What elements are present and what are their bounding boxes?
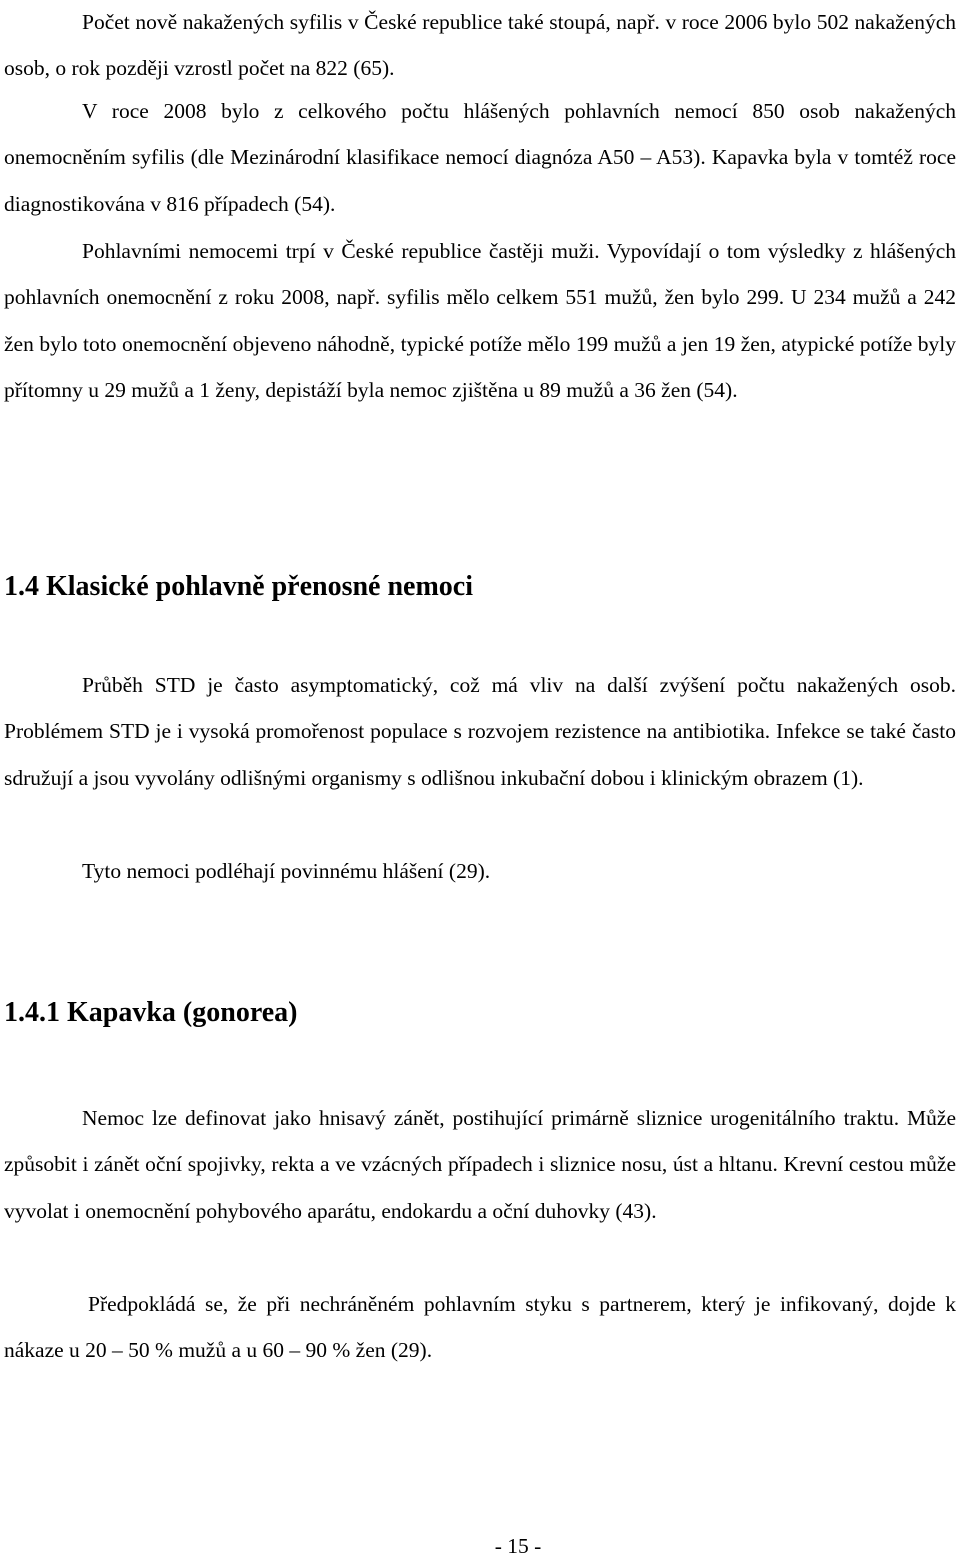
paragraph-mandatory-reporting: Tyto nemoci podléhají povinnému hlášení (29). [82, 859, 491, 883]
paragraph-std-course: Průběh STD je často asymptomatický, což má vliv na další zvýšení počtu nakažených osob. Problémem STD je i vysoká promořenost populace s rozvojem rezistence na antibiotika. Infekce se také často sdružují a jsou vyvolány odlišnými organismy s odlišnou inkubační dobou i klinickým obrazem (1). [4, 673, 956, 790]
section-heading-classic-std: 1.4 Klasické pohlavně přenosné nemoci [4, 571, 474, 602]
paragraph-gonorrhea-definition: Nemoc lze definovat jako hnisavý zánět, postihující primárně sliznice urogenitálního traktu. Může způsobit i zánět oční spojivky, rekta a ve vzácných případech i sliznice nosu, úst a hltanu. Krevní cestou může vyvolat i onemocnění pohybového aparátu, endokardu a oční duhovky (43). [4, 1106, 956, 1223]
paragraph-transmission-risk: Předpokládá se, že při nechráněném pohlavním styku s partnerem, který je infikovaný, dojde k nákaze u 20 – 50 % mužů a u 60 – 90 % žen (29). [4, 1292, 956, 1363]
subsection-heading-gonorrhea: 1.4.1 Kapavka (gonorea) [4, 997, 298, 1028]
paragraph-syfilis-2008: V roce 2008 bylo z celkového počtu hlášených pohlavních nemocí 850 osob nakažených onemocněním syfilis (dle Mezinárodní klasifikace nemocí diagnóza A50 – A53). Kapavka byla v tomtéž roce diagnostikována v 816 případech (54). [4, 99, 956, 216]
paragraph-syfilis-trend: Počet nově nakažených syfilis v České republice také stoupá, např. v roce 2006 bylo 502 nakažených osob, o rok později vzrostl počet na 822 (65). [4, 10, 956, 81]
paragraph-gender-statistics: Pohlavními nemocemi trpí v České republice častěji muži. Vypovídají o tom výsledky z hlášených pohlavních onemocnění z roku 2008, např. syfilis mělo celkem 551 mužů, žen bylo 299. U 234 mužů a 242 žen bylo toto onemocnění objeveno náhodně, typické potíže mělo 199 mužů a jen 19 žen, atypické potíže byly přítomny u 29 mužů a 1 ženy, depistáží byla nemoc zjištěna u 89 mužů a 36 žen (54). [4, 239, 956, 402]
page-number: - 15 - [494, 1534, 542, 1558]
